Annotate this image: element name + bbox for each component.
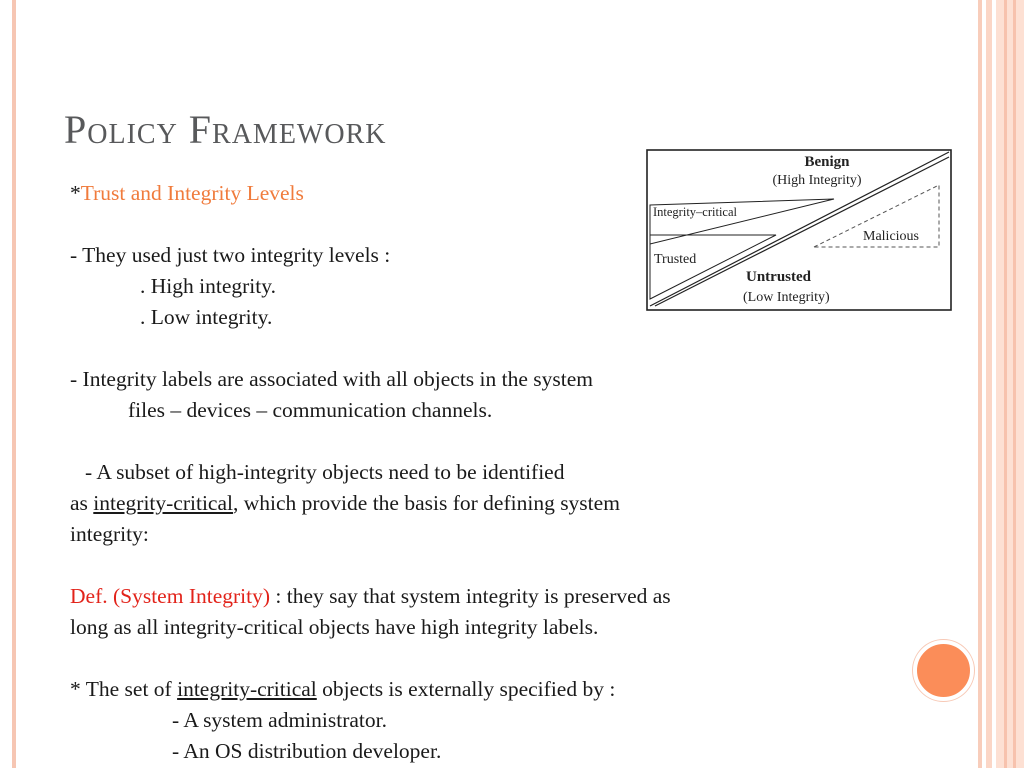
level-item-high: . High integrity. <box>140 274 276 298</box>
labels-line-2: files – devices – communication channels. <box>128 398 493 422</box>
integrity-critical-term-2: integrity-critical <box>177 677 317 701</box>
label-high-integrity: (High Integrity) <box>772 173 862 188</box>
label-untrusted: Untrusted <box>746 269 812 285</box>
spacer <box>70 643 930 674</box>
level-item-low: . Low integrity. <box>140 305 273 329</box>
set-line <box>70 674 930 705</box>
subset-line-3: integrity: <box>70 522 149 546</box>
right-stripe-1 <box>978 0 982 768</box>
spacer <box>70 333 930 364</box>
labels-line-1: - Integrity labels are associated with all objects in the system <box>70 367 594 391</box>
set-line-pre: * The set of <box>70 677 178 701</box>
right-stripe-band <box>996 0 1024 768</box>
slide-title: Policy Framework <box>64 107 387 152</box>
right-stripe-4 <box>1013 0 1016 768</box>
definition-line-2: long as all integrity-critical objects have high integrity labels. <box>70 615 599 639</box>
spacer <box>70 426 930 457</box>
levels-intro: - They used just two integrity levels : <box>70 243 391 267</box>
label-integrity-critical: Integrity–critical <box>653 205 737 219</box>
right-stripe-2 <box>986 0 992 768</box>
set-line-post: objects is externally specified by : <box>316 677 616 701</box>
subset-line-2-pre: as <box>70 491 94 515</box>
subset-line-2-post: , which provide the basis for defining system <box>232 491 620 515</box>
definition-line-1 <box>70 581 930 612</box>
integrity-levels-diagram <box>646 149 952 311</box>
section-heading: Trust and Integrity Levels <box>80 181 304 205</box>
heading-star: * <box>70 181 81 205</box>
definition-text: : they say that system integrity is preserved as <box>270 584 671 608</box>
subset-line-1: - A subset of high-integrity objects need to be identified <box>85 460 565 484</box>
label-trusted: Trusted <box>654 252 697 267</box>
specifier-admin: - A system administrator. <box>172 708 387 732</box>
definition-label: Def. (System Integrity) <box>70 584 271 608</box>
spacer <box>70 550 930 581</box>
integrity-critical-term: integrity-critical <box>93 491 233 515</box>
right-stripe-3 <box>1004 0 1007 768</box>
label-low-integrity: (Low Integrity) <box>743 290 830 305</box>
label-malicious: Malicious <box>863 229 919 244</box>
label-benign: Benign <box>804 154 850 170</box>
subset-line-2 <box>70 488 930 519</box>
specifier-os-developer: - An OS distribution developer. <box>172 739 442 763</box>
left-border-decoration <box>12 0 16 768</box>
